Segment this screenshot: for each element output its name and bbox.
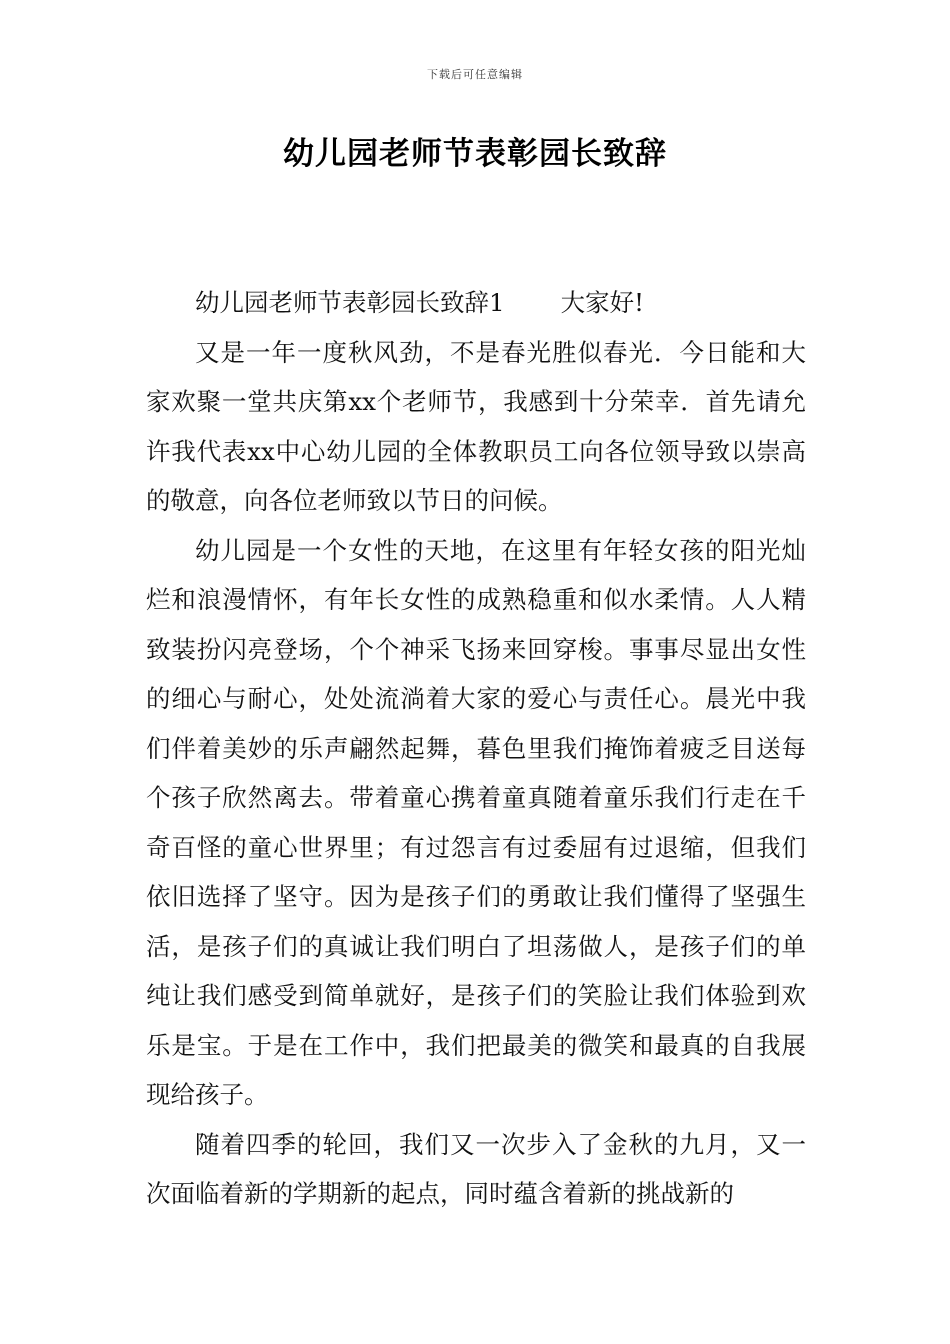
paragraph-2: 幼儿园是一个女性的天地，在这里有年轻女孩的阳光灿烂和浪漫情怀，有年长女性的成熟稳重和似水柔情。人人精致装扮闪亮登场，个个神采飞扬来回穿梭。事事尽显出女性的细心与耐心，处处流淌着大家的爱心与责任心。晨光中我们伴着美妙的乐声翩然起舞，暮色里我们掩饰着疲乏目送每个孩子欣然离去。带着童心携着童真随着童乐我们行走在千奇百怪的童心世界里；有过怨言有过委屈有过退缩，但我们依旧选择了坚守。因为是孩子们的勇敢让我们懂得了坚强生活，是孩子们的真诚让我们明白了坦荡做人，是孩子们的单纯让我们感受到简单就好，是孩子们的笑脸让我们体验到欢乐是宝。于是在工作中，我们把最美的微笑和最真的自我展现给孩子。 xyxy=(146,535,806,1109)
paragraph-3: 随着四季的轮回，我们又一次步入了金秋的九月，又一次面临着新的学期新的起点，同时蕴含着新的挑战新的 xyxy=(146,1129,806,1208)
paragraph-1: 又是一年一度秋风劲，不是春光胜似春光．今日能和大家欢聚一堂共庆第xx个老师节，我感到十分荣幸．首先请允许我代表xx中心幼儿园的全体教职员工向各位领导致以崇高的敬意，向各位老师致以节日的问候。 xyxy=(146,337,806,515)
document-title: 幼儿园老师节表彰园长致辞 xyxy=(283,136,667,172)
document-body xyxy=(146,278,806,1219)
paragraph-opening xyxy=(146,278,806,328)
opening-heading: 幼儿园老师节表彰园长致辞1 xyxy=(195,288,505,317)
greeting: 大家好! xyxy=(560,288,644,317)
header-note: 下载后可任意编辑 xyxy=(427,68,523,81)
